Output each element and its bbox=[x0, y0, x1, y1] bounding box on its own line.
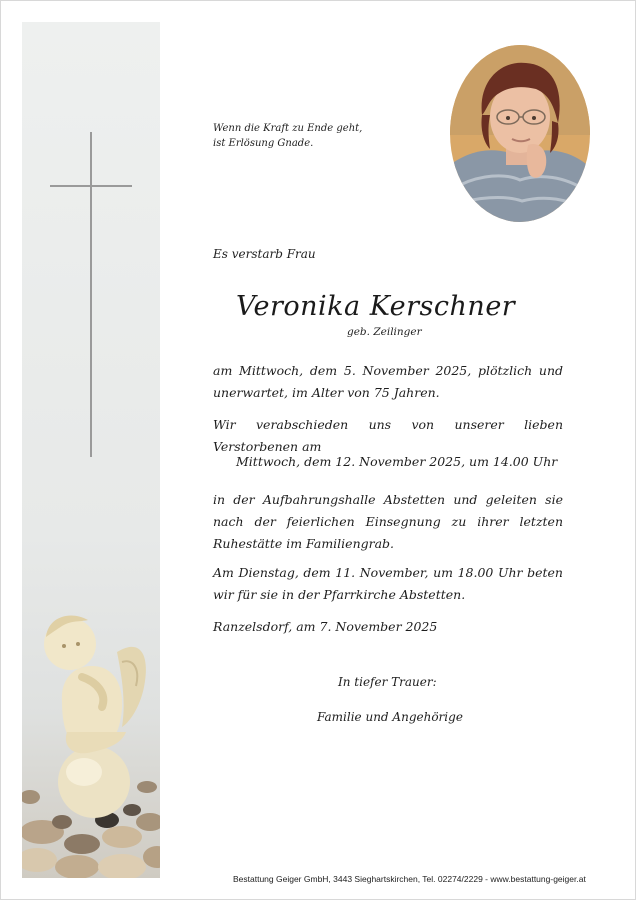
intro-text: Es verstarb Frau bbox=[213, 247, 316, 261]
deceased-name: Veronika Kerschner bbox=[236, 291, 516, 322]
side-panel bbox=[22, 22, 160, 878]
funeral-date: Mittwoch, dem 12. November 2025, um 14.00 Uhr bbox=[236, 454, 558, 469]
angel-figure-icon bbox=[22, 582, 160, 878]
motto-line-1: Wenn die Kraft zu Ende geht, bbox=[213, 123, 363, 134]
portrait-photo bbox=[450, 45, 590, 222]
motto-line-2: ist Erlösung Gnade. bbox=[213, 138, 314, 149]
cross-icon-horizontal bbox=[50, 185, 132, 187]
farewell-paragraph: Wir verabschieden uns von unserer lieben Verstorbenen am bbox=[213, 417, 563, 454]
footer-funeral-home: Bestattung Geiger GmbH, 3443 Sieghartskirchen, Tel. 02274/2229 - www.bestattung-geiger.at bbox=[233, 874, 586, 884]
burial-paragraph: in der Aufbahrungshalle Abstetten und geleiten sie nach der feierlichen Einsegnung zu ihrer letzten Ruhestätte im Familiengrab. bbox=[213, 492, 563, 551]
prayer-paragraph: Am Dienstag, dem 11. November, um 18.00 Uhr beten wir für sie in der Pfarrkirche Abstetten. bbox=[213, 565, 563, 602]
sorrow-line: In tiefer Trauer: bbox=[338, 675, 437, 689]
place-date: Ranzelsdorf, am 7. November 2025 bbox=[213, 619, 438, 634]
cross-icon-vertical bbox=[90, 132, 92, 457]
family-signature: Familie und Angehörige bbox=[317, 710, 463, 724]
motto-quote bbox=[213, 121, 433, 151]
maiden-name: geb. Zeilinger bbox=[347, 326, 422, 338]
death-paragraph: am Mittwoch, dem 5. November 2025, plötzlich und unerwartet, im Alter von 75 Jahren. bbox=[213, 363, 563, 400]
